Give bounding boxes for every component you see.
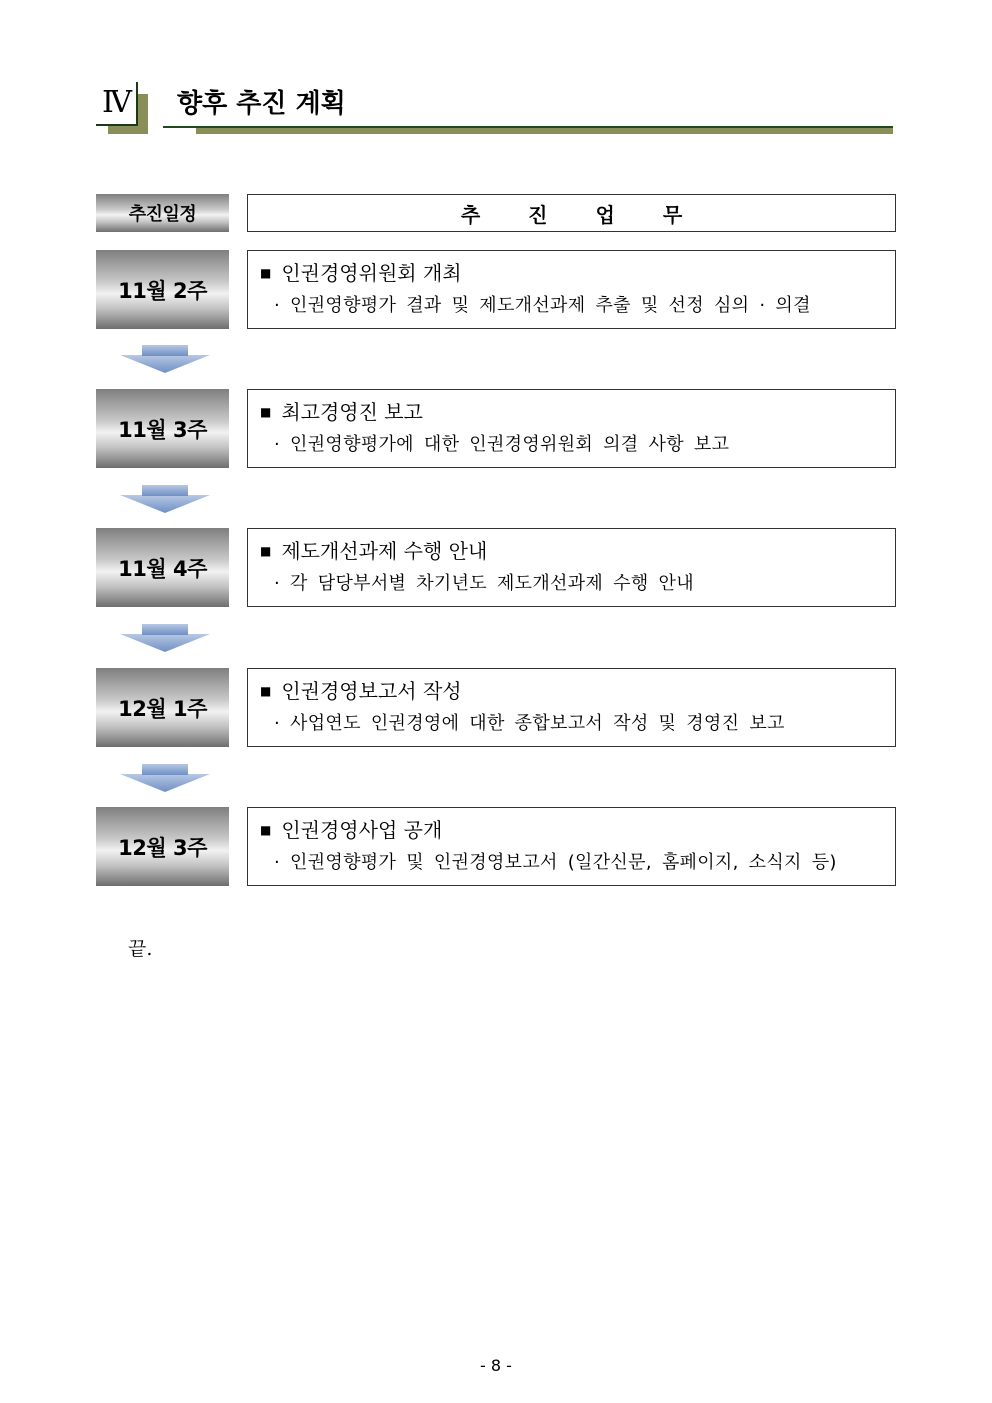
section-underline-accent (196, 128, 893, 134)
down-arrow-icon (120, 624, 210, 652)
page-number: - 8 - (480, 1356, 512, 1375)
down-arrow-icon (120, 485, 210, 513)
square-bullet-icon: ■ (260, 823, 272, 837)
down-arrow-icon (120, 764, 210, 792)
square-bullet-icon: ■ (260, 684, 272, 698)
section-number: Ⅳ (96, 82, 138, 126)
task-title: 인권경영보고서 작성 (281, 679, 462, 703)
task-title: 최고경영진 보고 (281, 400, 423, 424)
task-title: 인권경영사업 공개 (281, 818, 443, 842)
square-bullet-icon: ■ (260, 405, 272, 419)
schedule-cell: 11월 2주 (96, 250, 229, 329)
task-description: · 인권영향평가에 대한 인권경영위원회 의결 사항 보고 (274, 434, 730, 455)
square-bullet-icon: ■ (260, 544, 272, 558)
task-description: · 인권영향평가 결과 및 제도개선과제 추출 및 선정 심의 · 의결 (274, 295, 811, 316)
task-cell (247, 250, 896, 329)
square-bullet-icon: ■ (260, 266, 272, 280)
task-title-line (260, 677, 462, 705)
task-description: · 각 담당부서별 차기년도 제도개선과제 수행 안내 (274, 573, 694, 594)
schedule-cell: 11월 4주 (96, 528, 229, 607)
task-cell (247, 668, 896, 747)
task-title-line (260, 398, 423, 426)
task-cell (247, 528, 896, 607)
task-title-line (260, 816, 442, 844)
task-description: · 인권영향평가 및 인권경영보고서 (일간신문, 홈페이지, 소식지 등) (274, 852, 837, 873)
end-mark: 끝. (128, 938, 153, 960)
section-number-box (96, 82, 148, 134)
task-column-header: 추진업무 (247, 194, 896, 232)
task-cell (247, 389, 896, 468)
task-title-line (260, 537, 487, 565)
schedule-cell: 11월 3주 (96, 389, 229, 468)
schedule-cell: 12월 1주 (96, 668, 229, 747)
task-title: 인권경영위원회 개최 (281, 261, 462, 285)
down-arrow-icon (120, 345, 210, 373)
task-title: 제도개선과제 수행 안내 (281, 539, 488, 563)
task-title-line (260, 259, 462, 287)
schedule-cell: 12월 3주 (96, 807, 229, 886)
task-description: · 사업연도 인권경영에 대한 종합보고서 작성 및 경영진 보고 (274, 713, 785, 734)
section-title: 향후 추진 계획 (177, 89, 346, 119)
task-cell (247, 807, 896, 886)
schedule-column-header: 추진일정 (96, 194, 229, 232)
